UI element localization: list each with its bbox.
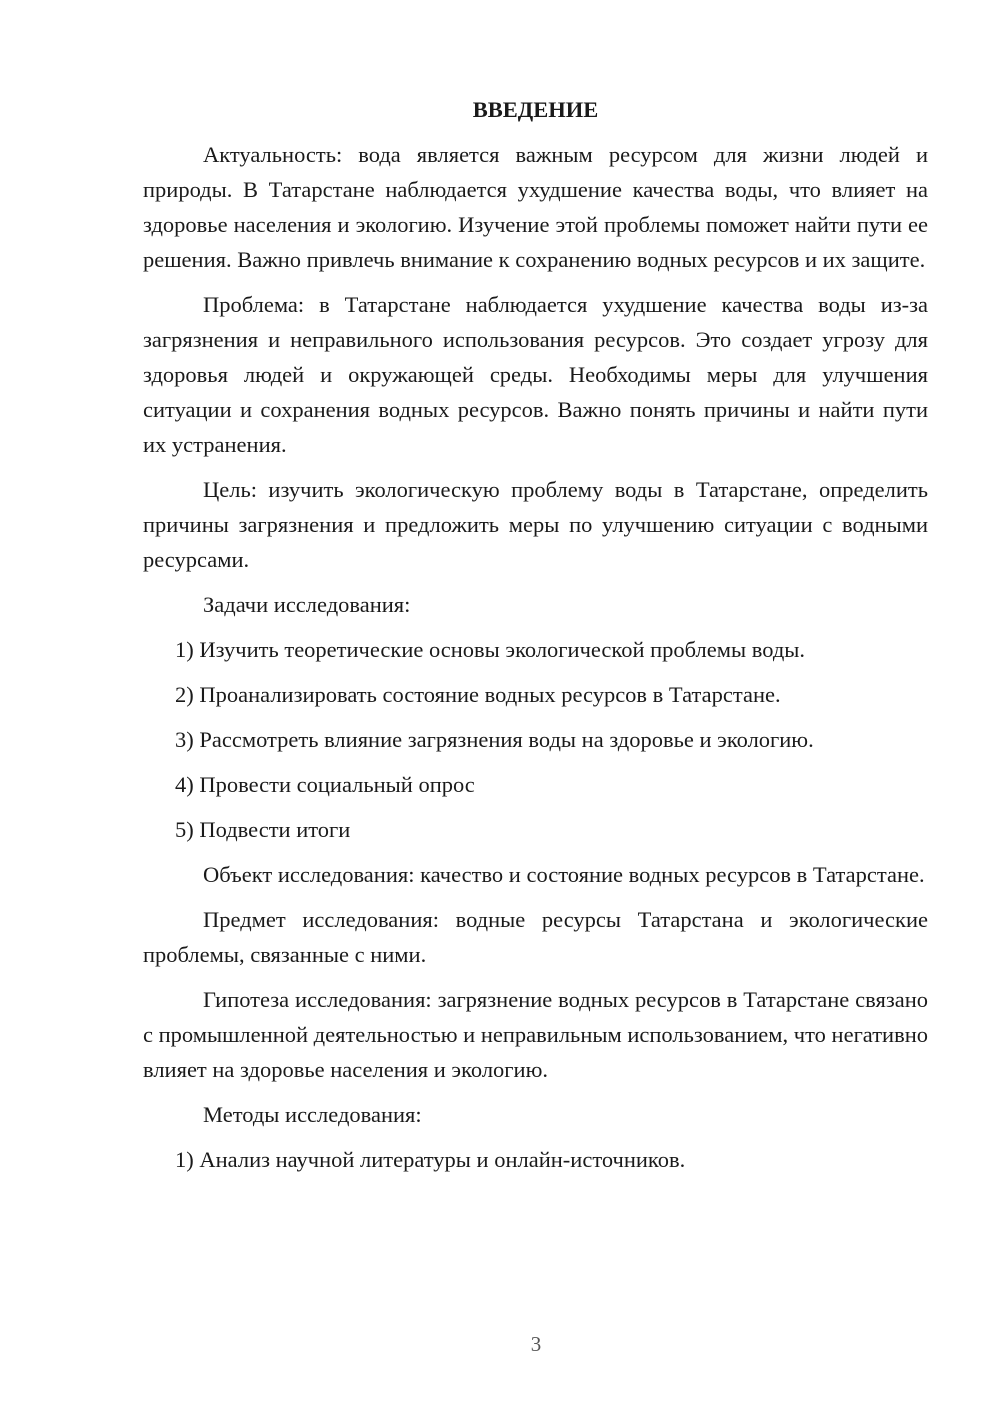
list-item: 1) Анализ научной литературы и онлайн-источников. [175, 1147, 686, 1172]
hypothesis-paragraph: Гипотеза исследования: загрязнение водных ресурсов в Татарстане связано с промышленной деятельностью и неправильным использованием, что негативно влияет на здоровье населения и экологию. [143, 987, 928, 1082]
list-item: 2) Проанализировать состояние водных ресурсов в Татарстане. [175, 682, 781, 707]
goal-paragraph: Цель: изучить экологическую проблему воды в Татарстане, определить причины загрязнения и предложить меры по улучшению ситуации с водными ресурсами. [143, 477, 928, 572]
list-item: 1) Изучить теоретические основы экологической проблемы воды. [175, 637, 806, 662]
list-item: 4) Провести социальный опрос [175, 772, 475, 797]
methods-label: Методы исследования: [203, 1102, 422, 1127]
tasks-label: Задачи исследования: [203, 592, 411, 617]
methods-list [143, 1142, 928, 1177]
page-number: 3 [530, 1332, 542, 1356]
problem-paragraph: Проблема: в Татарстане наблюдается ухудшение качества воды из-за загрязнения и неправильного использования ресурсов. Это создает угрозу для здоровья людей и окружающей среды. Необходимы меры для улучшения ситуации и сохранения водных ресурсов. Важно понять причины и найти пути их устранения. [143, 292, 928, 457]
tasks-list [143, 632, 928, 847]
relevance-paragraph: Актуальность: вода является важным ресурсом для жизни людей и природы. В Татарстане наблюдается ухудшение качества воды, что влияет на здоровье населения и экологию. Изучение этой проблемы поможет найти пути ее решения. Важно привлечь внимание к сохранению водных ресурсов и их защите. [143, 142, 928, 272]
subject-paragraph: Предмет исследования: водные ресурсы Татарстана и экологические проблемы, связанные с ними. [143, 907, 928, 967]
list-item: 5) Подвести итоги [175, 817, 351, 842]
document-page [143, 92, 928, 1187]
object-paragraph: Объект исследования: качество и состояние водных ресурсов в Татарстане. [203, 862, 925, 887]
section-heading: ВВЕДЕНИЕ [472, 97, 599, 122]
list-item: 3) Рассмотреть влияние загрязнения воды на здоровье и экологию. [175, 727, 814, 752]
